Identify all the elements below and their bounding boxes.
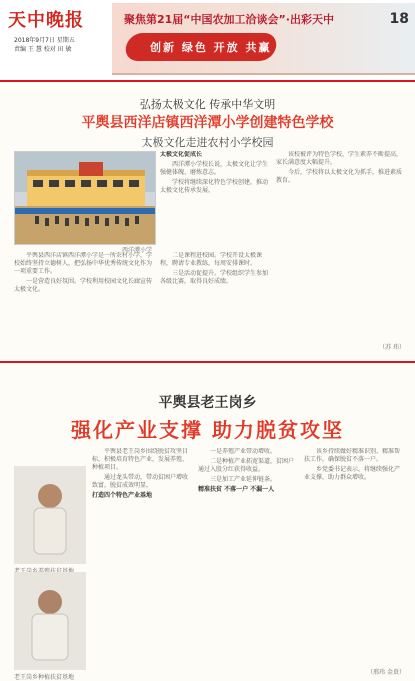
article2-pretitle: 平舆县老王岗乡 [158, 395, 257, 411]
article1-column-4 [276, 151, 404, 337]
school-photo [14, 151, 156, 245]
farm-photo-2-illustration [14, 572, 86, 670]
farm-photo-1 [14, 466, 86, 564]
paragraph: 平舆县西洋店镇西洋潭小学是一所农村小学，学校始终坚持立德树人，把弘扬中华优秀传统文化作为一项重要工作。 [14, 252, 153, 275]
paragraph: 该校被评为特色学校，学生素养不断提高，家长满意度大幅提升。 [276, 151, 403, 166]
banner-subtitle: 创新 绿色 开放 共赢 [150, 41, 272, 54]
paragraph: 二是课程进校园。学校开设太极课程，聘请专业教练，每周安排课时。 [160, 252, 263, 267]
farm-photo-2-caption: 老王岗乡种植扶贫基地 [14, 674, 75, 681]
paragraph: 通过龙头带动，带动贫困户增收致富，脱贫成效明显。 [92, 474, 189, 489]
article1-column-1 [14, 252, 154, 337]
article-divider [0, 361, 415, 363]
article1-pretitle: 弘扬太极文化 传承中华文明 [139, 98, 276, 111]
issue-meta [14, 36, 75, 54]
section-heading: 太极文化促成长 [160, 151, 203, 158]
date-line: 2018年9月7日 星期五 [14, 37, 75, 44]
section-heading: 打造四个特色产业基地 [92, 492, 153, 499]
article1-column-3 [160, 151, 270, 247]
article2-column-2 [198, 448, 298, 673]
paragraph: 学校将继续深化特色学校创建，推动太极文化传承发展。 [160, 179, 269, 194]
section-heading: 精准扶贫 不落一户 不漏一人 [198, 486, 275, 493]
school-photo-illustration [15, 152, 155, 244]
top-rule [0, 80, 415, 82]
banner-title: 聚焦第21届“中国农加工洽谈会”·出彩天中 [124, 13, 334, 26]
paragraph: 该乡持续做好精准识别、精准帮扶工作，确保脱贫不落一户。 [304, 448, 401, 463]
article2-column-3 [304, 448, 404, 666]
article2-title: 强化产业支撑 助力脱贫攻坚 [71, 418, 344, 442]
article1-title: 平舆县西洋店镇西洋潭小学创建特色学校 [81, 115, 334, 131]
paragraph: 今后，学校将以太极文化为抓手，推进素质教育。 [276, 169, 403, 184]
staff-line: 责编 王 慧 校对 田 敏 [14, 46, 72, 53]
photo-caption: 西洋潭小学 [122, 247, 153, 254]
event-banner [112, 3, 415, 75]
article2-column-1 [92, 448, 192, 673]
paragraph: 西洋潭小学校长说，太极文化让学生强健体魄、磨炼意志。 [160, 161, 269, 176]
paragraph: 平舆县老王岗乡围绕脱贫攻坚目标，积极培育特色产业，发展养殖、种植项目。 [92, 448, 189, 471]
article1-column-2 [160, 252, 270, 337]
paragraph: 三是加工产业延伸链条。 [210, 476, 277, 483]
paragraph: 二是种植产业拓宽渠道，贫困户通过入股分红获得收益。 [198, 458, 295, 473]
newspaper-logo: 天中晚报 [8, 10, 84, 31]
article1-author: （苏 玮） [379, 344, 405, 351]
paragraph: 乡党委书记表示，将继续强化产业支撑，助力群众增收。 [304, 466, 401, 481]
farm-photo-1-illustration [14, 466, 86, 564]
masthead [0, 0, 415, 80]
article1-subtitle: 太极文化走进农村小学校园 [141, 136, 274, 149]
farm-photo-2 [14, 572, 86, 670]
paragraph: 三是活动促提升。学校组织学生参加各级比赛，取得良好成绩。 [160, 270, 269, 285]
paragraph: 一是营造良好氛围。学校利用校园文化长廊宣传太极文化。 [14, 278, 153, 293]
paragraph: 一是养殖产业带动增收。 [210, 448, 277, 455]
article2-author: （邢玮 金贵） [367, 669, 405, 676]
page-number: 18 [389, 11, 409, 27]
